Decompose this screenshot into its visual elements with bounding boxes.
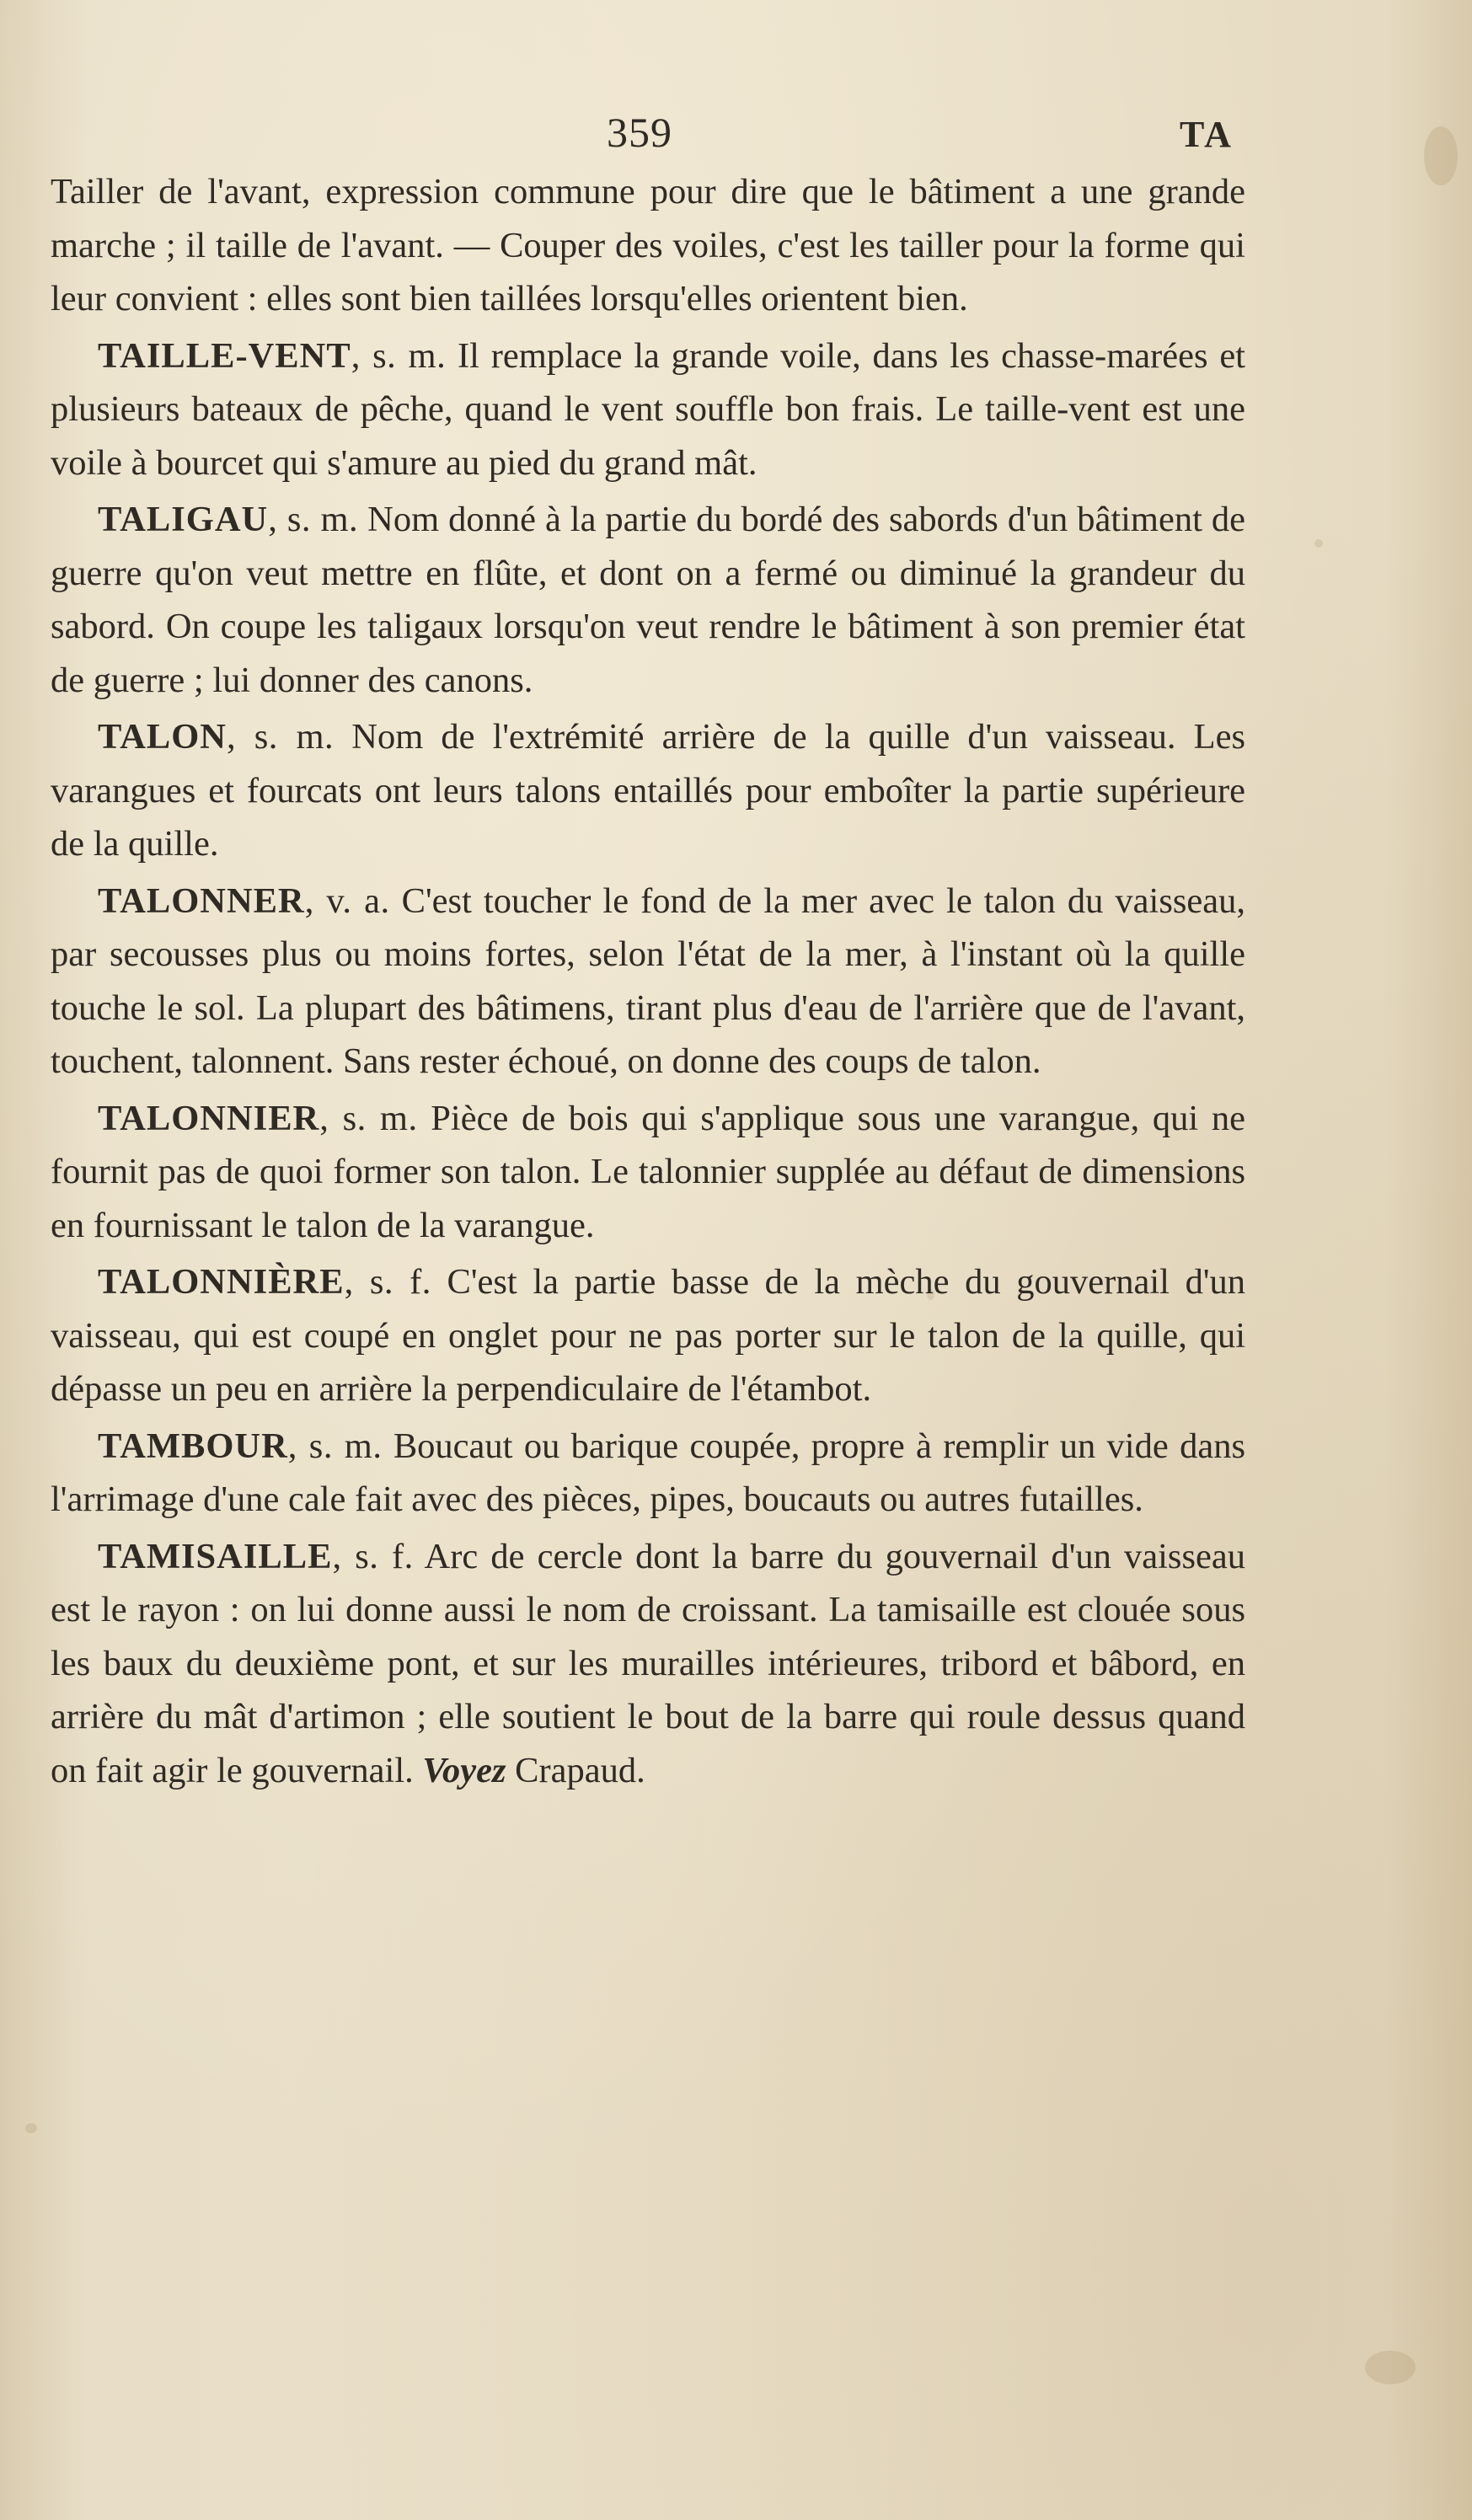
entry-body: Boucaut ou barique coupée, propre à remplir un vide dans l'arrimage d'une cale fait avec des pièces, pipes, boucauts ou autres futailles. [51, 1426, 1245, 1519]
entry-grammar: , s. f. [332, 1536, 414, 1576]
entry-talonnier [51, 1092, 1245, 1253]
entry-talonner [51, 875, 1245, 1089]
paper-stain [1365, 2351, 1416, 2384]
entry-body: Nom donné à la partie du bordé des sabords d'un bâtiment de guerre qu'on veut mettre en flûte, et dont on a fermé ou diminué la grandeur du sabord. On coupe les taligaux lorsqu'on veut rendre le bâtiment à son premier état de guerre ; lui donner des canons. [51, 500, 1245, 700]
entry-headword: TAILLE-VENT [98, 335, 351, 376]
cross-reference-target: Crapaud. [506, 1750, 645, 1790]
entry-body: C'est la partie basse de la mèche du gouvernail d'un vaisseau, qui est coupé en onglet pour ne pas porter sur le talon de la quille, qui dépasse un peu en arrière la perpendiculaire de l'étambot. [51, 1262, 1245, 1409]
entry-body: Il remplace la grande voile, dans les chasse-marées et plusieurs bateaux de pêche, quand le vent souffle bon frais. Le taille-vent est une voile à bourcet qui s'amure au pied du grand mât. [51, 335, 1245, 483]
entry-tamisaille [51, 1530, 1245, 1798]
entry-headword: TALONNIÈRE [98, 1262, 345, 1302]
entry-grammar: , s. m. [287, 1426, 383, 1466]
entry-taille-vent [51, 329, 1245, 490]
entry-body: Nom de l'extrémité arrière de la quille d'un vaisseau. Les varangues et fourcats ont leurs talons entaillés pour emboîter la partie supérieure de la quille. [51, 717, 1245, 864]
entry-headword: TALIGAU [98, 500, 269, 539]
entry-talonniere [51, 1255, 1245, 1416]
entry-headword: TAMBOUR [98, 1426, 288, 1466]
entry-body: Pièce de bois qui s'applique sous une varangue, qui ne fournit pas de quoi former son talon. Le talonnier supplée au défaut de dimensions en fournissant le talon de la varangue. [51, 1098, 1245, 1245]
entry-grammar: , v. a. [304, 880, 390, 921]
page-number: 359 [607, 109, 672, 156]
dictionary-text [51, 165, 1245, 1800]
entry-headword: TALONNER [98, 880, 305, 921]
entry-grammar: , s. m. [319, 1098, 418, 1138]
running-head: TA [1180, 114, 1234, 155]
entry-grammar: , s. m. [268, 500, 359, 539]
entry-headword: TALON [98, 717, 227, 757]
paper-stain [1314, 539, 1323, 548]
entry-talon [51, 710, 1245, 871]
entry-body: Tailler de l'avant, expression commune pour dire que le bâtiment a une grande marche ; il taille de l'avant. — Couper des voiles, c'est les tailler pour la forme qui leur convient : elles sont bien taillées lorsqu'elles orientent bien. [51, 172, 1245, 318]
entry-taligau [51, 493, 1245, 707]
entry-headword: TALONNIER [98, 1098, 320, 1138]
entry-grammar: , s. m. [351, 335, 447, 376]
entry-tambour [51, 1420, 1245, 1527]
cross-reference-label: Voyez [422, 1750, 506, 1790]
paper-stain [25, 2123, 37, 2133]
entry-continuation [51, 165, 1245, 326]
entry-body: Arc de cercle dont la barre du gouvernail d'un vaisseau est le rayon : on lui donne aussi le nom de croissant. La tamisaille est clouée sous les baux du deuxième pont, et sur les murailles intérieures, tribord et bâbord, en arrière du mât d'artimon ; elle soutient le bout de la barre qui roule dessus quand on fait agir le gouvernail. [51, 1536, 1245, 1790]
page-header [0, 108, 1472, 167]
entry-grammar: , s. m. [226, 717, 335, 757]
entry-body: C'est toucher le fond de la mer avec le talon du vaisseau, par secousses plus ou moins fortes, selon l'état de la mer, à l'instant où la quille touche le sol. La plupart des bâtimens, tirant plus d'eau de l'arrière que de l'avant, touchent, talonnent. Sans rester échoué, on donne des coups de talon. [51, 880, 1245, 1081]
entry-headword: TAMISAILLE [98, 1536, 333, 1576]
entry-grammar: , s. f. [344, 1262, 431, 1302]
